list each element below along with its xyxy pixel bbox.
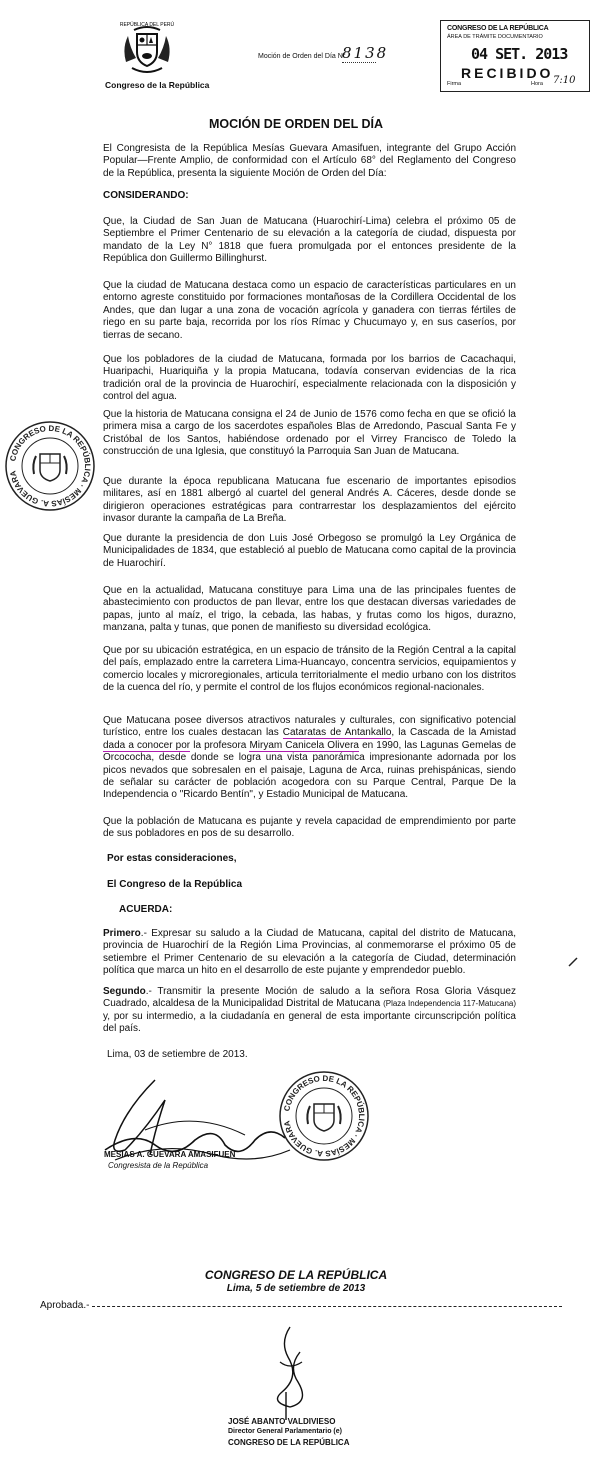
intro-paragraph: El Congresista de la República Mesías Guevara Amasifuen, integrante del Grupo Acción Popular—Frente Amplio, de conformidad con el Artículo 68° del Reglamento del Congreso de la República, presenta la siguiente Moción de Orden del Día: [103, 143, 516, 179]
considerando-5: Que durante la época republicana Matucana fue escenario de importantes episodios militares, así en 1881 albergó al cuartel del general Andrés A. Cáceres, desde donde se dirigieron operaciones estratégicas para contrarrestar los desplazamientos del ejército invasor durante la campaña de La Breña. [103, 476, 516, 525]
director-signature-icon [260, 1322, 320, 1422]
stamp-hora-label: Hora [531, 81, 543, 87]
margin-seal-icon [4, 420, 96, 512]
director-org: CONGRESO DE LA REPÚBLICA [228, 1438, 350, 1447]
segundo-paragraph [103, 986, 516, 1036]
svg-text:CONGRESO DE LA REPÚBLICA · MES: CONGRESO DE LA REPÚBLICA · MESÍAS A. GUEVARA [282, 1073, 367, 1159]
svg-text:REPÚBLICA DEL PERÚ: REPÚBLICA DEL PERÚ [119, 22, 175, 28]
considerando-1: Que, la Ciudad de San Juan de Matucana (Huarochirí-Lima) celebra el próximo 05 de Septiembre el Primer Centenario de su elevación a la categoría de ciudad, dispuesta por mandato de la Ley N° 1818 que fuera promulgada por el entonces presidente de la República don Guillermo Billinghurst. [103, 216, 516, 265]
director-name: JOSÉ ABANTO VALDIVIESO [228, 1417, 336, 1426]
considerando-3: Que los pobladores de la ciudad de Matucana, formada por los barrios de Cacachaqui, Huaripachi, Huariquiña y la propia Matucana, todavía conservan evidencias de la rica tradición oral de la provincia de Huarochirí, especialmente relacionada con la disposición y control del agua. [103, 354, 516, 403]
considerando-2: Que la ciudad de Matucana destaca como un espacio de características particulares en un entorno agreste constituido por formaciones montañosas de la Cordillera Occidental de los Andes, que dan lugar a una zona de vocación agrícola y ganadera con tierras fértiles de riego en su parte baja, recorrida por los ríos Rímac y Chucumayo y, en sus caseríos, por tierras de secano. [103, 280, 516, 341]
segundo-text-a: .- Transmitir la presente Moción de saludo a la señora Rosa Gloria Vásquez Cuadrado, alcaldesa de la Municipalidad Distrital de Matucana [103, 986, 516, 1010]
para9-part2: , la Cascada de la Amistad [391, 727, 517, 739]
considerando-8: Que por su ubicación estratégica, en un espacio de tránsito de la Región Central a la capital del país, emplazado entre la carretera Lima-Huancayo, concentra servicios, equipamientos y comercio locales y microregionales, articula territorialmente el medio urbano con los distritos de la cuenca del río, y permite el control de los flujos económicos regional-nacionales. [103, 645, 516, 694]
highlight-dada-a-conocer: dada a conocer por [103, 739, 191, 751]
primero-label: Primero [103, 928, 141, 939]
considerando-10: Que la población de Matucana es pujante y revela capacidad de emprendimiento por parte de sus pobladores en pos de su desarrollo. [103, 816, 516, 840]
segundo-address: (Plaza Independencia 117-Matucana) [383, 999, 517, 1009]
considerando-9 [103, 715, 516, 802]
motion-number-value: 8138 [342, 44, 389, 62]
considerando-4: Que la historia de Matucana consigna el 24 de Junio de 1576 como fecha en que se ofició la primera misa a cargo de los sacerdotes españoles Blas de Arredondo, Pascual Santa Fe y Cristóbal de los Santos, habiéndose ordenado por el Virrey Francisco de Toledo la construcción de una Iglesia, que constituyó la Parroquia San Juan de Matucana. [103, 409, 516, 458]
highlight-cataratas: Cataratas de Antankallo [282, 727, 392, 739]
approval-org: CONGRESO DE LA REPÚBLICA [204, 1268, 388, 1282]
acuerda-heading: ACUERDA: [119, 904, 173, 915]
congress-emblem-icon [118, 18, 176, 78]
primero-paragraph [103, 928, 516, 978]
stamp-recibido: RECIBIDO [461, 65, 554, 81]
received-stamp [440, 20, 590, 92]
emblem-caption: Congreso de la República [105, 80, 210, 90]
considerando-heading: CONSIDERANDO: [103, 190, 189, 201]
stamp-org: CONGRESO DE LA REPÚBLICA [447, 25, 549, 32]
aprobada-label: Aprobada.- [40, 1300, 90, 1311]
margin-mark [567, 955, 579, 967]
director-title: Director General Parlamentario (e) [228, 1428, 342, 1435]
svg-text:CONGRESO DE LA REPÚBLICA · MES: CONGRESO DE LA REPÚBLICA · MESÍAS A. GUEVARA [8, 423, 93, 509]
para9-part4: en 1990, las Lagunas Gemelas de Orcococha, desde donde se logra una vista panorámica impresionante adornada por los picos nevados que sobresalen en el paisaje, Laguna de Arca, ruinas prehispánicas, siendo de señalar su carácter de población acogedora con su Parque Central, Parque De la Independencia o "Ricardo Bentín", y Estadio Municipal de Matucana. [103, 739, 517, 801]
signature-scribble-icon [95, 1070, 295, 1175]
date-line: Lima, 03 de setiembre de 2013. [107, 1049, 248, 1060]
signature-seal-icon [278, 1070, 370, 1162]
por-estas-consideraciones: Por estas consideraciones, [107, 853, 237, 864]
stamp-date: 04 SET. 2013 [471, 45, 568, 63]
approval-date: Lima, 5 de setiembre de 2013 [226, 1283, 366, 1294]
segundo-text-b: y, por su intermedio, a la ciudadanía en general de esta importante circunscripción política del país. [103, 1010, 516, 1035]
highlight-miryam: Miryam Canicela Olivera [249, 739, 359, 751]
segundo-label: Segundo [103, 986, 146, 997]
signer-name: MESIAS A. GUEVARA AMASIFUEN [104, 1150, 236, 1159]
stamp-firma-label: Firma [447, 81, 462, 87]
considerando-6: Que durante la presidencia de don Luis José Orbegoso se promulgó la Ley Orgánica de Municipalidades de 1834, que estableció al pueblo de Matucana como capital de la provincia de Huarochirí. [103, 533, 516, 569]
stamp-hora-value: 7:10 [553, 75, 576, 86]
considerando-7: Que en la actualidad, Matucana constituye para Lima una de las principales fuentes de abastecimiento con productos de pan llevar, entre los que destacan diversas variedades de papas, junto al maíz, el trigo, la cebada, las habas, y frutas como los higos, durazno, manzana, palta y tunas, que ponen de manifiesto su diversidad ecológica. [103, 585, 516, 634]
para9-part1: Que Matucana posee diversos atractivos naturales y culturales, con significativo potencial turístico, entre los cuales destacan las [103, 715, 516, 739]
signer-title: Congresista de la República [108, 1161, 209, 1170]
congreso-line: El Congreso de la República [107, 879, 243, 890]
aprobada-dashed-line [92, 1306, 562, 1307]
motion-number-label: Moción de Orden del Día N° [258, 53, 346, 60]
stamp-area: ÁREA DE TRÁMITE DOCUMENTARIO [447, 34, 543, 40]
para9-part3: la profesora [190, 739, 250, 751]
document-title: MOCIÓN DE ORDEN DEL DÍA [208, 117, 384, 131]
primero-text: .- Expresar su saludo a la Ciudad de Matucana, capital del distrito de Matucana, provincia de Huarochirí de la Región Lima Provincias, al conmemorarse el próximo 05 de setiembre el Primer Centenario de su elevación a la categoría de Ciudad, determinación política que marca un hito en el desarrollo de este pujante y emprendedor pueblo. [103, 928, 516, 977]
